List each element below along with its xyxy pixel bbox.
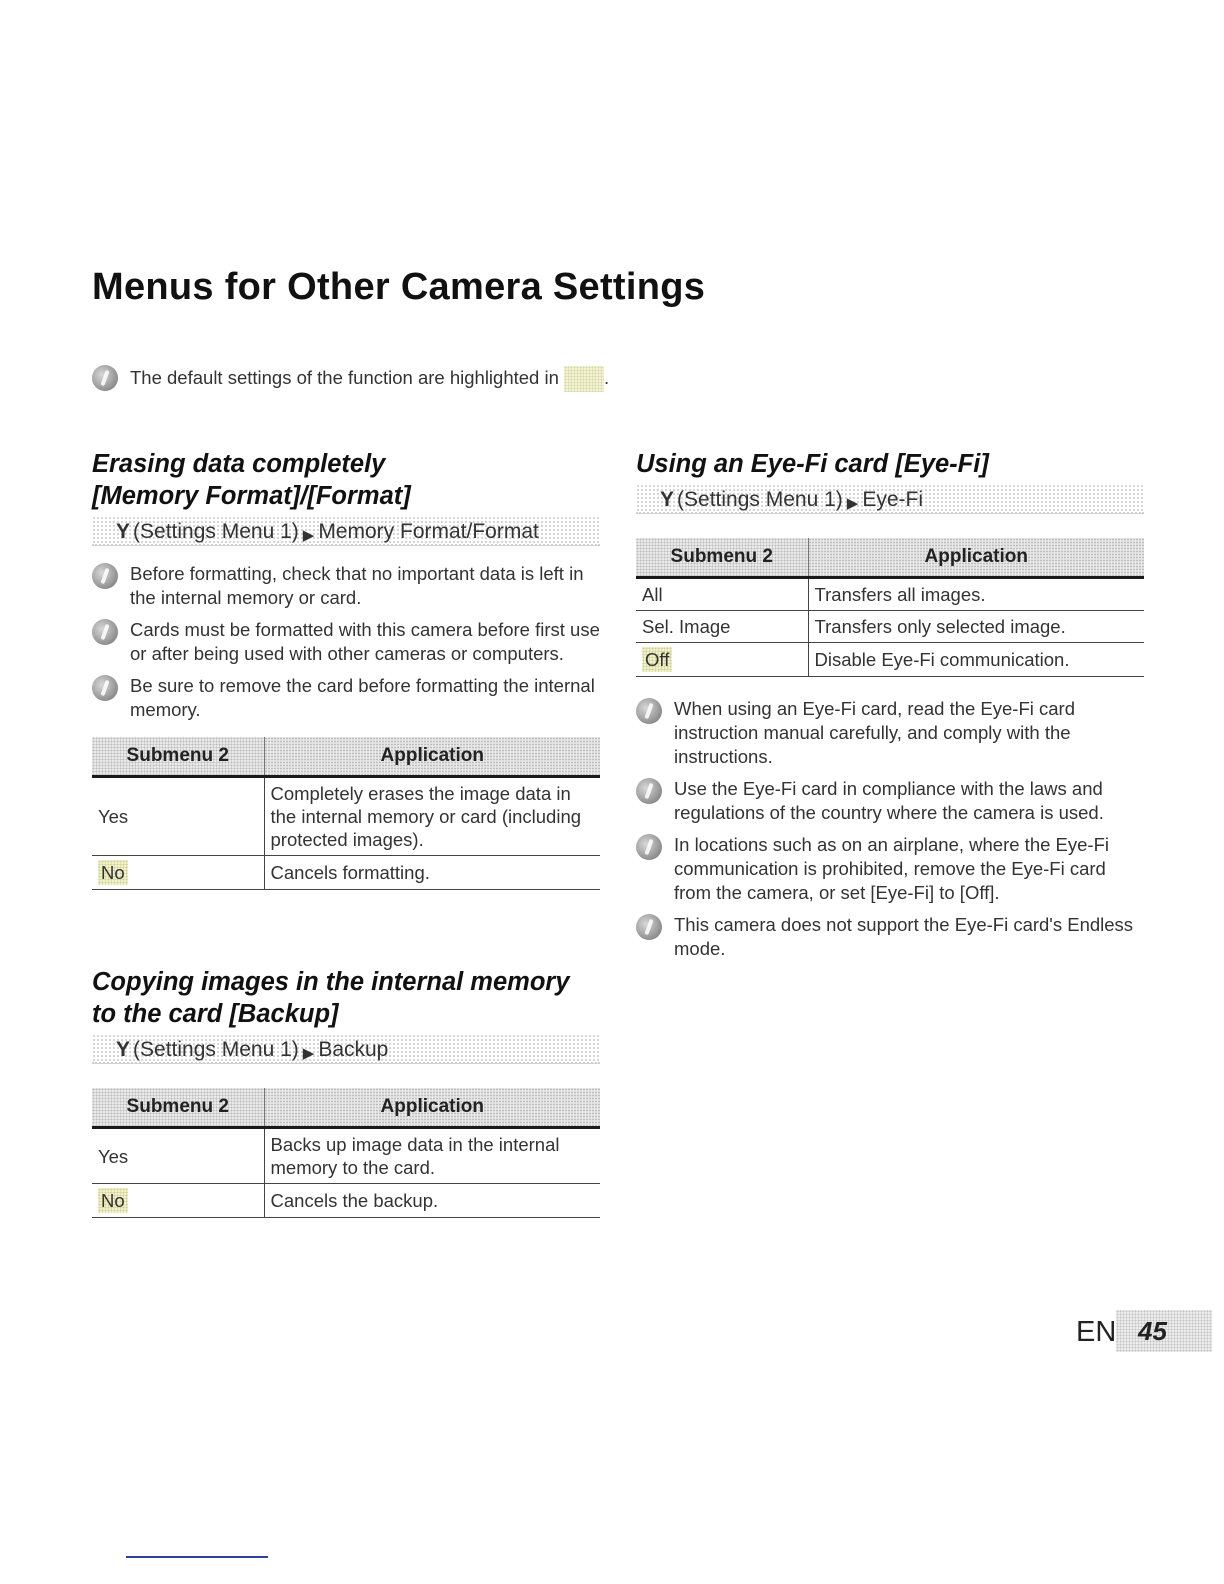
submenu-cell: All <box>636 578 808 611</box>
caution-icon <box>636 698 662 724</box>
default-highlight: No <box>98 1188 128 1213</box>
table-row <box>92 777 600 856</box>
eyefi-note-3-text: In locations such as on an airplane, where the Eye-Fi communication is prohibited, remove the Eye-Fi card from the camera, or set [Eye-Fi] to [Off]. <box>674 834 1109 903</box>
default-highlight: Off <box>642 647 672 672</box>
backup-path-item: Backup <box>318 1038 389 1061</box>
application-cell: Transfers all images. <box>808 578 1144 611</box>
eyefi-note-3 <box>636 833 1144 905</box>
application-cell: Cancels formatting. <box>264 856 600 890</box>
table-row <box>636 611 1144 643</box>
application-cell: Backs up image data in the internal memory to the card. <box>264 1128 600 1184</box>
table-row <box>92 856 600 890</box>
backup-section-title-line2: to the card [Backup] <box>92 1000 339 1028</box>
erase-table <box>92 737 600 890</box>
caution-icon <box>636 914 662 940</box>
table-header-submenu: Submenu 2 <box>92 1088 264 1128</box>
table-row <box>636 578 1144 611</box>
erase-menu-path <box>92 516 600 546</box>
caution-icon <box>92 365 118 391</box>
application-cell: Disable Eye-Fi communication. <box>808 643 1144 677</box>
erase-section <box>92 448 600 890</box>
default-highlight: No <box>98 860 128 885</box>
caution-icon <box>636 834 662 860</box>
erase-section-title-line2: [Memory Format]/[Format] <box>92 482 411 510</box>
eyefi-menu-path <box>636 484 1144 514</box>
table-header-application: Application <box>264 1088 600 1128</box>
highlight-swatch <box>564 366 604 392</box>
eyefi-note-4 <box>636 913 1144 961</box>
erase-note-3-text: Be sure to remove the card before formatting the internal memory. <box>130 675 595 720</box>
backup-section-title-line1: Copying images in the internal memory <box>92 968 570 996</box>
eyefi-note-1-text: When using an Eye-Fi card, read the Eye-Fi card instruction manual carefully, and comply with the instructions. <box>674 698 1076 767</box>
table-header-application: Application <box>264 737 600 777</box>
settings-wrench-icon: Y <box>116 1038 131 1061</box>
application-cell: Transfers only selected image. <box>808 611 1144 643</box>
backup-path-menu: (Settings Menu 1) <box>133 1038 299 1061</box>
erase-note-2-text: Cards must be formatted with this camera before first use or after being used with other cameras or computers. <box>130 619 600 664</box>
table-header-application: Application <box>808 538 1144 578</box>
eyefi-section-title: Using an Eye-Fi card [Eye-Fi] <box>636 450 989 478</box>
table-row <box>92 1128 600 1184</box>
erase-note-1 <box>92 562 600 610</box>
table-row <box>636 643 1144 677</box>
erase-path-item: Memory Format/Format <box>318 520 539 543</box>
table-header-submenu: Submenu 2 <box>92 737 264 777</box>
eyefi-section <box>636 448 1144 961</box>
page-number: 45 <box>1116 1310 1212 1352</box>
default-settings-note-end: . <box>604 367 610 388</box>
eyefi-table <box>636 538 1144 677</box>
eyefi-note-2 <box>636 777 1144 825</box>
play-arrow-icon: ▶ <box>302 527 315 544</box>
default-settings-note-text: The default settings of the function are highlighted in <box>130 367 559 388</box>
erase-note-2 <box>92 618 600 666</box>
eyefi-note-1 <box>636 697 1144 769</box>
eyefi-path-menu: (Settings Menu 1) <box>677 488 843 511</box>
eyefi-path-item: Eye-Fi <box>862 488 923 511</box>
submenu-cell: Sel. Image <box>636 611 808 643</box>
erase-note-3 <box>92 674 600 722</box>
erase-note-1-text: Before formatting, check that no important data is left in the internal memory or card. <box>130 563 584 608</box>
settings-wrench-icon: Y <box>116 520 131 543</box>
eyefi-note-4-text: This camera does not support the Eye-Fi card's Endless mode. <box>674 914 1134 959</box>
caution-icon <box>92 563 118 589</box>
eyefi-note-2-text: Use the Eye-Fi card in compliance with the laws and regulations of the country where the camera is used. <box>674 778 1104 823</box>
erase-section-title-line1: Erasing data completely <box>92 450 386 478</box>
page-title: Menus for Other Camera Settings <box>92 266 706 308</box>
application-cell: Cancels the backup. <box>264 1184 600 1218</box>
caution-icon <box>92 619 118 645</box>
submenu-cell: Yes <box>92 1128 264 1184</box>
caution-icon <box>636 778 662 804</box>
table-row <box>92 1184 600 1218</box>
backup-section <box>92 966 600 1218</box>
erase-path-menu: (Settings Menu 1) <box>133 520 299 543</box>
settings-wrench-icon: Y <box>660 488 675 511</box>
play-arrow-icon: ▶ <box>302 1045 315 1062</box>
backup-table <box>92 1088 600 1218</box>
default-settings-note <box>92 364 609 392</box>
application-cell: Completely erases the image data in the internal memory or card (including protected images). <box>264 777 600 856</box>
play-arrow-icon: ▶ <box>846 495 859 512</box>
submenu-cell: Yes <box>92 777 264 856</box>
backup-menu-path <box>92 1034 600 1064</box>
bottom-rule <box>126 1556 268 1558</box>
caution-icon <box>92 675 118 701</box>
table-header-submenu: Submenu 2 <box>636 538 808 578</box>
language-label: EN <box>1076 1316 1117 1348</box>
